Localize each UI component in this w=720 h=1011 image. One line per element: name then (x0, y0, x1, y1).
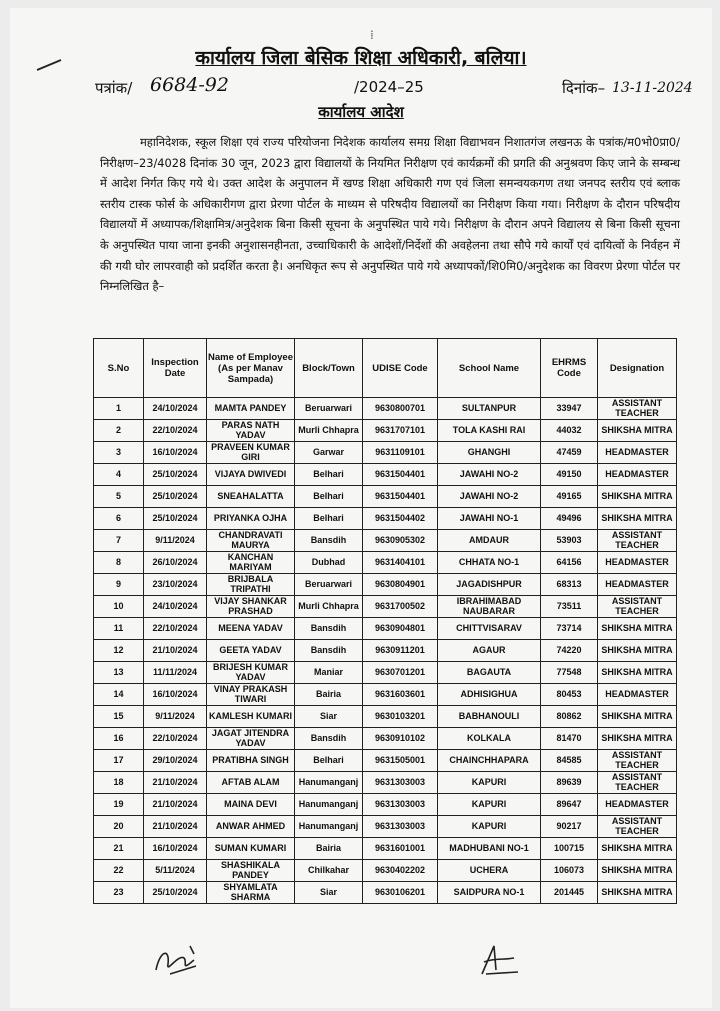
cell-school: BAGAUTA (438, 662, 541, 684)
cell-employee-name: ANWAR AHMED (207, 816, 295, 838)
cell-ehrms: 49496 (541, 508, 598, 530)
cell-inspection-date: 26/10/2024 (144, 552, 207, 574)
cell-udise: 9630103201 (363, 706, 438, 728)
table-row (94, 442, 677, 464)
cell-employee-name: PARAS NATH YADAV (207, 420, 295, 442)
office-title: कार्यालय जिला बेसिक शिक्षा अधिकारी, बलिया। (195, 47, 527, 69)
cell-designation: HEADMASTER (598, 794, 677, 816)
cell-ehrms: 33947 (541, 398, 598, 420)
cell-udise: 9630804901 (363, 574, 438, 596)
cell-designation: ASSISTANT TEACHER (598, 530, 677, 552)
cell-sno: 4 (94, 464, 144, 486)
cell-school: KOLKALA (438, 728, 541, 750)
cell-ehrms: 49165 (541, 486, 598, 508)
cell-designation: SHIKSHA MITRA (598, 860, 677, 882)
cell-sno: 11 (94, 618, 144, 640)
cell-designation: SHIKSHA MITRA (598, 420, 677, 442)
cell-employee-name: PRATIBHA SINGH (207, 750, 295, 772)
table-row (94, 838, 677, 860)
cell-udise: 9631505001 (363, 750, 438, 772)
cell-ehrms: 80862 (541, 706, 598, 728)
absent-employees-table (93, 338, 677, 904)
cell-school: MADHUBANI NO-1 (438, 838, 541, 860)
cell-employee-name: BRIJBALA TRIPATHI (207, 574, 295, 596)
cell-sno: 13 (94, 662, 144, 684)
cell-block: Murli Chhapra (295, 596, 363, 618)
cell-school: JAGADISHPUR (438, 574, 541, 596)
cell-ehrms: 73714 (541, 618, 598, 640)
header-employee-name: Name of Employee (As per Manav Sampada) (207, 339, 295, 398)
cell-ehrms: 64156 (541, 552, 598, 574)
table-row (94, 662, 677, 684)
table-row (94, 750, 677, 772)
cell-udise: 9631601001 (363, 838, 438, 860)
cell-designation: SHIKSHA MITRA (598, 706, 677, 728)
cell-sno: 9 (94, 574, 144, 596)
cell-designation: HEADMASTER (598, 684, 677, 706)
cell-udise: 9631404101 (363, 552, 438, 574)
cell-designation: HEADMASTER (598, 464, 677, 486)
cell-udise: 9630904801 (363, 618, 438, 640)
cell-designation: SHIKSHA MITRA (598, 838, 677, 860)
cell-block: Bansdih (295, 640, 363, 662)
cell-designation: SHIKSHA MITRA (598, 662, 677, 684)
table-row (94, 772, 677, 794)
cell-inspection-date: 16/10/2024 (144, 684, 207, 706)
cell-ehrms: 89639 (541, 772, 598, 794)
signature-right-icon (474, 940, 524, 980)
cell-udise: 9631504401 (363, 464, 438, 486)
cell-designation: HEADMASTER (598, 574, 677, 596)
cell-ehrms: 100715 (541, 838, 598, 860)
header-sno: S.No (94, 339, 144, 398)
cell-block: Belhari (295, 508, 363, 530)
cell-school: SAIDPURA NO-1 (438, 882, 541, 904)
cell-block: Belhari (295, 486, 363, 508)
cell-udise: 9630106201 (363, 882, 438, 904)
cell-udise: 9630911201 (363, 640, 438, 662)
cell-employee-name: KANCHAN MARIYAM (207, 552, 295, 574)
cell-inspection-date: 21/10/2024 (144, 794, 207, 816)
cell-udise: 9631707101 (363, 420, 438, 442)
table-row (94, 618, 677, 640)
cell-school: AGAUR (438, 640, 541, 662)
cell-ehrms: 106073 (541, 860, 598, 882)
cell-inspection-date: 22/10/2024 (144, 420, 207, 442)
cell-udise: 9631504402 (363, 508, 438, 530)
cell-ehrms: 49150 (541, 464, 598, 486)
cell-employee-name: SUMAN KUMARI (207, 838, 295, 860)
cell-udise: 9630701201 (363, 662, 438, 684)
cell-school: SULTANPUR (438, 398, 541, 420)
cell-udise: 9631504401 (363, 486, 438, 508)
cell-school: CHITTVISARAV (438, 618, 541, 640)
table-row (94, 596, 677, 618)
cell-udise: 9631303003 (363, 794, 438, 816)
cell-inspection-date: 22/10/2024 (144, 728, 207, 750)
cell-block: Belhari (295, 464, 363, 486)
cell-school: IBRAHIMABAD NAUBARAR (438, 596, 541, 618)
cell-sno: 7 (94, 530, 144, 552)
cell-ehrms: 90217 (541, 816, 598, 838)
cell-inspection-date: 29/10/2024 (144, 750, 207, 772)
table-row (94, 530, 677, 552)
cell-udise: 9631109101 (363, 442, 438, 464)
cell-sno: 16 (94, 728, 144, 750)
cell-ehrms: 89647 (541, 794, 598, 816)
cell-sno: 21 (94, 838, 144, 860)
cell-school: KAPURI (438, 794, 541, 816)
header-designation: Designation (598, 339, 677, 398)
cell-udise: 9630800701 (363, 398, 438, 420)
cell-sno: 8 (94, 552, 144, 574)
cell-employee-name: PRIYANKA OJHA (207, 508, 295, 530)
order-paragraph: महानिदेशक, स्कूल शिक्षा एवं राज्य परियोजना निदेशक कार्यालय समग्र शिक्षा विद्याभवन निशातगंज लखनऊ के पत्रांक/म0भो0प्रा0/निरीक्षण–23/4028 दिनांक 30 जून, 2023 द्वारा विद्यालयों के नियमित निरीक्षण एवं कार्यक्रमों की प्रगति की अनुश्रवण किए जाने के सम्बन्ध में आदेश निर्गत किए गये थे। उक्त आदेश के अनुपालन में खण्ड शिक्षा अधिकारी गण एवं जिला समन्वयकगण तथा जनपद स्तरीय एवं ब्लाक स्तरीय टास्क फोर्स के अधिकारीगण द्वारा प्रेरणा पोर्टल के माध्यम से परिषदीय विद्यालयों का निरीक्षण किया गया। निरीक्षण के दौरान परिषदीय विद्यालयों में अध्यापक/शिक्षामित्र/अनुदेशक बिना किसी सूचना के अनुपस्थित पाये गये। निरीक्षण के दौरान अपने विद्यालय से बिना किसी सूचना के अनुपस्थित पाया जाना इनकी अनुशासनहीनता, उच्चाधिकारी के आदेशों/निर्देशों की अवहेलना तथा सौपे गये कार्यों एवं दायित्वों के निर्वहन में की गयी घोर लापरवाही को प्रदर्शित करता है। अनधिकृत रूप से अनुपस्थित पाये गये अध्यापकों/शि0मि0/अनुदेशक का विवरण प्रेरणा पोर्टल पर निम्नलिखित है– (100, 135, 680, 294)
cell-employee-name: VIJAYA DWIVEDI (207, 464, 295, 486)
table-row (94, 728, 677, 750)
cell-block: Hanumanganj (295, 794, 363, 816)
cell-school: TOLA KASHI RAI (438, 420, 541, 442)
cell-inspection-date: 25/10/2024 (144, 882, 207, 904)
cell-ehrms: 81470 (541, 728, 598, 750)
cell-ehrms: 74220 (541, 640, 598, 662)
cell-inspection-date: 21/10/2024 (144, 640, 207, 662)
cell-school: JAWAHI NO-2 (438, 486, 541, 508)
cell-employee-name: GEETA YADAV (207, 640, 295, 662)
cell-designation: HEADMASTER (598, 442, 677, 464)
cell-udise: 9631700502 (363, 596, 438, 618)
cell-ehrms: 80453 (541, 684, 598, 706)
cell-sno: 1 (94, 398, 144, 420)
ref-label: पत्रांक/ (95, 79, 133, 97)
table-row (94, 574, 677, 596)
cell-inspection-date: 25/10/2024 (144, 508, 207, 530)
cell-sno: 17 (94, 750, 144, 772)
cell-inspection-date: 5/11/2024 (144, 860, 207, 882)
cell-designation: SHIKSHA MITRA (598, 508, 677, 530)
header-udise: UDISE Code (363, 339, 438, 398)
cell-udise: 9631303003 (363, 772, 438, 794)
cell-sno: 15 (94, 706, 144, 728)
cell-block: Beruarwari (295, 398, 363, 420)
cell-block: Hanumanganj (295, 816, 363, 838)
table-row (94, 794, 677, 816)
date-label: दिनांक– (562, 79, 606, 97)
cell-ehrms: 53903 (541, 530, 598, 552)
cell-employee-name: KAMLESH KUMARI (207, 706, 295, 728)
cell-block: Hanumanganj (295, 772, 363, 794)
table-row (94, 420, 677, 442)
ref-number-handwritten: 6684-92 (150, 74, 229, 96)
cell-block: Siar (295, 882, 363, 904)
cell-udise: 9631303003 (363, 816, 438, 838)
cell-designation: ASSISTANT TEACHER (598, 596, 677, 618)
cell-employee-name: VIJAY SHANKAR PRASHAD (207, 596, 295, 618)
cell-block: Bansdih (295, 618, 363, 640)
header-inspection-date: Inspection Date (144, 339, 207, 398)
cell-sno: 5 (94, 486, 144, 508)
cell-school: BABHANOULI (438, 706, 541, 728)
cell-sno: 2 (94, 420, 144, 442)
cell-inspection-date: 25/10/2024 (144, 486, 207, 508)
cell-employee-name: JAGAT JITENDRA YADAV (207, 728, 295, 750)
cell-employee-name: MAMTA PANDEY (207, 398, 295, 420)
table-row (94, 508, 677, 530)
cell-employee-name: MAINA DEVI (207, 794, 295, 816)
cell-inspection-date: 16/10/2024 (144, 838, 207, 860)
table-row (94, 816, 677, 838)
cell-school: KAPURI (438, 816, 541, 838)
cell-block: Bansdih (295, 728, 363, 750)
cell-udise: 9630402202 (363, 860, 438, 882)
cell-inspection-date: 24/10/2024 (144, 398, 207, 420)
cell-udise: 9630905302 (363, 530, 438, 552)
table-row (94, 860, 677, 882)
table-row (94, 640, 677, 662)
table-row (94, 398, 677, 420)
cell-inspection-date: 9/11/2024 (144, 706, 207, 728)
cell-employee-name: PRAVEEN KUMAR GIRI (207, 442, 295, 464)
cell-block: Beruarwari (295, 574, 363, 596)
cell-designation: SHIKSHA MITRA (598, 728, 677, 750)
cell-sno: 19 (94, 794, 144, 816)
cell-sno: 20 (94, 816, 144, 838)
cell-sno: 18 (94, 772, 144, 794)
cell-block: Murli Chhapra (295, 420, 363, 442)
cell-employee-name: BRIJESH KUMAR YADAV (207, 662, 295, 684)
header-school: School Name (438, 339, 541, 398)
table-row (94, 684, 677, 706)
cell-ehrms: 73511 (541, 596, 598, 618)
table-row (94, 882, 677, 904)
cell-inspection-date: 25/10/2024 (144, 464, 207, 486)
cell-school: GHANGHI (438, 442, 541, 464)
cell-employee-name: SHYAMLATA SHARMA (207, 882, 295, 904)
cell-employee-name: AFTAB ALAM (207, 772, 295, 794)
cell-designation: SHIKSHA MITRA (598, 882, 677, 904)
cell-block: Dubhad (295, 552, 363, 574)
cell-employee-name: SHASHIKALA PANDEY (207, 860, 295, 882)
cell-inspection-date: 11/11/2024 (144, 662, 207, 684)
cell-designation: HEADMASTER (598, 552, 677, 574)
date-handwritten: 13-11-2024 (612, 80, 693, 96)
table-row (94, 706, 677, 728)
cell-inspection-date: 21/10/2024 (144, 816, 207, 838)
cell-ehrms: 201445 (541, 882, 598, 904)
cell-ehrms: 68313 (541, 574, 598, 596)
cell-ehrms: 84585 (541, 750, 598, 772)
cell-sno: 14 (94, 684, 144, 706)
cell-employee-name: MEENA YADAV (207, 618, 295, 640)
order-subtitle: कार्यालय आदेश (318, 103, 404, 121)
cell-inspection-date: 23/10/2024 (144, 574, 207, 596)
cell-designation: SHIKSHA MITRA (598, 640, 677, 662)
cell-school: JAWAHI NO-2 (438, 464, 541, 486)
cell-employee-name: SNEAHALATTA (207, 486, 295, 508)
cell-block: Bairia (295, 838, 363, 860)
cell-school: AMDAUR (438, 530, 541, 552)
table-header-row (94, 339, 677, 398)
cell-sno: 22 (94, 860, 144, 882)
cell-employee-name: VINAY PRAKASH TIWARI (207, 684, 295, 706)
cell-designation: ASSISTANT TEACHER (598, 750, 677, 772)
cell-designation: SHIKSHA MITRA (598, 618, 677, 640)
cell-sno: 6 (94, 508, 144, 530)
cell-udise: 9630910102 (363, 728, 438, 750)
header-block: Block/Town (295, 339, 363, 398)
cell-employee-name: CHANDRAVATI MAURYA (207, 530, 295, 552)
cell-school: CHAINCHHAPARA (438, 750, 541, 772)
cell-designation: ASSISTANT TEACHER (598, 398, 677, 420)
cell-sno: 23 (94, 882, 144, 904)
cell-ehrms: 44032 (541, 420, 598, 442)
cell-block: Chilkahar (295, 860, 363, 882)
staple-mark-icon: ⁞ (370, 28, 374, 42)
cell-sno: 10 (94, 596, 144, 618)
table-row (94, 464, 677, 486)
signature-left-icon (150, 940, 210, 980)
cell-block: Belhari (295, 750, 363, 772)
cell-block: Siar (295, 706, 363, 728)
cell-ehrms: 47459 (541, 442, 598, 464)
cell-sno: 12 (94, 640, 144, 662)
cell-sno: 3 (94, 442, 144, 464)
cell-designation: ASSISTANT TEACHER (598, 772, 677, 794)
cell-inspection-date: 16/10/2024 (144, 442, 207, 464)
cell-inspection-date: 9/11/2024 (144, 530, 207, 552)
cell-inspection-date: 24/10/2024 (144, 596, 207, 618)
cell-block: Bairia (295, 684, 363, 706)
table-row (94, 486, 677, 508)
cell-school: JAWAHI NO-1 (438, 508, 541, 530)
cell-block: Bansdih (295, 530, 363, 552)
cell-ehrms: 77548 (541, 662, 598, 684)
header-ehrms: EHRMS Code (541, 339, 598, 398)
cell-school: UCHERA (438, 860, 541, 882)
cell-inspection-date: 21/10/2024 (144, 772, 207, 794)
cell-school: CHHATA NO-1 (438, 552, 541, 574)
cell-block: Garwar (295, 442, 363, 464)
cell-designation: ASSISTANT TEACHER (598, 816, 677, 838)
cell-school: ADHISIGHUA (438, 684, 541, 706)
cell-school: KAPURI (438, 772, 541, 794)
table-row (94, 552, 677, 574)
cell-udise: 9631603601 (363, 684, 438, 706)
cell-designation: SHIKSHA MITRA (598, 486, 677, 508)
ref-year: /2024–25 (354, 78, 424, 96)
cell-block: Maniar (295, 662, 363, 684)
cell-inspection-date: 22/10/2024 (144, 618, 207, 640)
